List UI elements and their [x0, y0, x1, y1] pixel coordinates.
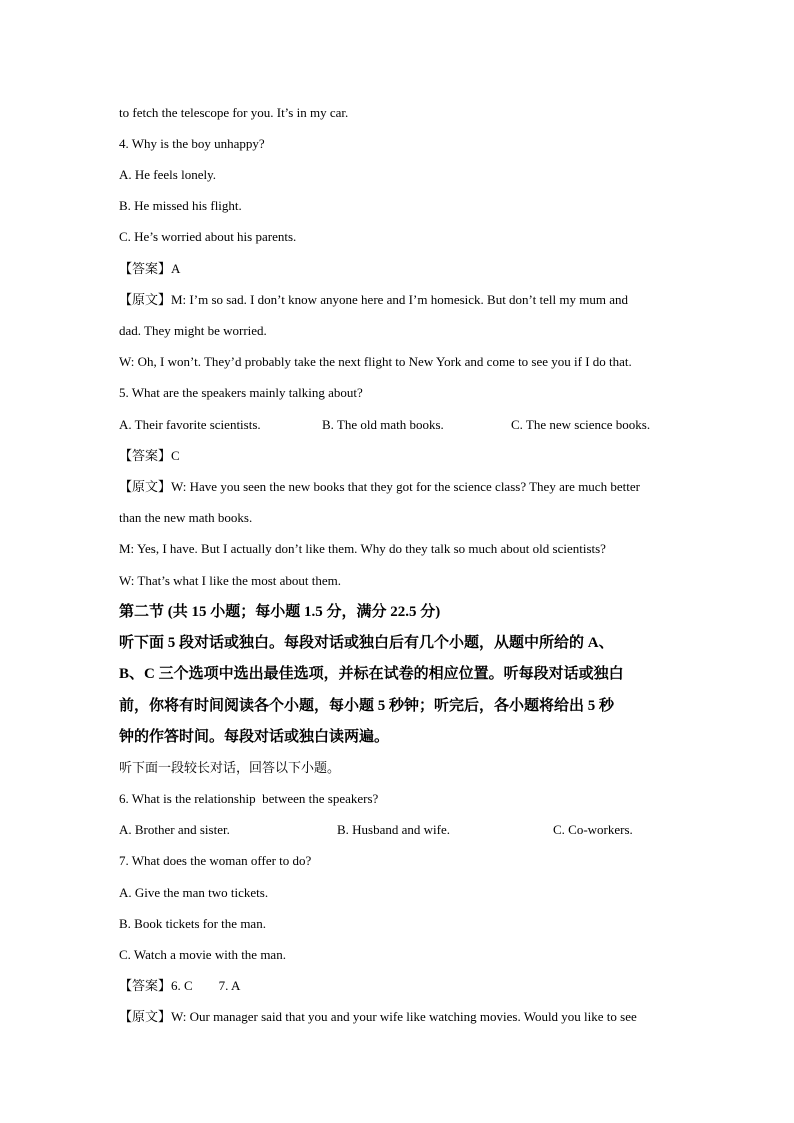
section-instructions-2: B、C 三个选项中选出最佳选项，并标在试卷的相应位置。听每段对话或独白	[119, 666, 624, 682]
q4-transcript-cont: dad. They might be worried.	[119, 323, 267, 338]
transcript-continuation: to fetch the telescope for you. It’s in my car.	[119, 105, 349, 120]
question-5: 5. What are the speakers mainly talking about?	[119, 385, 363, 400]
question-6: 6. What is the relationship between the speakers?	[119, 791, 379, 806]
q7-option-c: C. Watch a movie with the man.	[119, 947, 286, 962]
dialogue-intro: 听下面一段较长对话，回答以下小题。	[119, 760, 341, 775]
q4-answer: 【答案】A	[119, 261, 181, 276]
q6-option-c: C. Co-workers.	[553, 822, 633, 837]
section-instructions-1: 听下面 5 段对话或独白。每段对话或独白后有几个小题，从题中所给的 A、	[119, 635, 614, 651]
q7-option-b: B. Book tickets for the man.	[119, 916, 266, 931]
q4-option-c: C. He’s worried about his parents.	[119, 229, 297, 244]
section-instructions-3: 前，你将有时间阅读各个小题，每小题 5 秒钟；听完后，各小题将给出 5 秒	[119, 698, 615, 714]
q6-7-transcript: 【原文】W: Our manager said that you and your wife like watching movies. Would you like to see	[119, 1009, 637, 1024]
q5-option-b: B. The old math books.	[322, 417, 444, 432]
q5-transcript-reply-2: W: That’s what I like the most about them.	[119, 573, 342, 588]
section-heading: 第二节 (共 15 小题；每小题 1.5 分，满分 22.5 分)	[119, 604, 441, 620]
q4-transcript-reply: W: Oh, I won’t. They’d probably take the next flight to New York and come to see you if I do that.	[119, 354, 632, 369]
question-7: 7. What does the woman offer to do?	[119, 853, 312, 868]
section-instructions-4: 钟的作答时间。每段对话或独白读两遍。	[119, 729, 390, 745]
q4-transcript: 【原文】M: I’m so sad. I don’t know anyone here and I’m homesick. But don’t tell my mum and	[119, 292, 628, 307]
q5-transcript: 【原文】W: Have you seen the new books that they got for the science class? They are much better	[119, 479, 640, 494]
q4-option-b: B. He missed his flight.	[119, 198, 242, 213]
q7-option-a: A. Give the man two tickets.	[119, 885, 269, 900]
q5-option-c: C. The new science books.	[511, 417, 651, 432]
q6-7-answers: 【答案】6. C 7. A	[119, 978, 241, 993]
q5-option-a: A. Their favorite scientists.	[119, 417, 261, 432]
q5-transcript-reply: M: Yes, I have. But I actually don’t like them. Why do they talk so much about old scientists?	[119, 541, 606, 556]
question-4: 4. Why is the boy unhappy?	[119, 136, 265, 151]
q6-option-b: B. Husband and wife.	[337, 822, 451, 837]
q4-option-a: A. He feels lonely.	[119, 167, 216, 182]
q6-option-a: A. Brother and sister.	[119, 822, 230, 837]
q5-transcript-cont: than the new math books.	[119, 510, 253, 525]
q5-answer: 【答案】C	[119, 448, 180, 463]
